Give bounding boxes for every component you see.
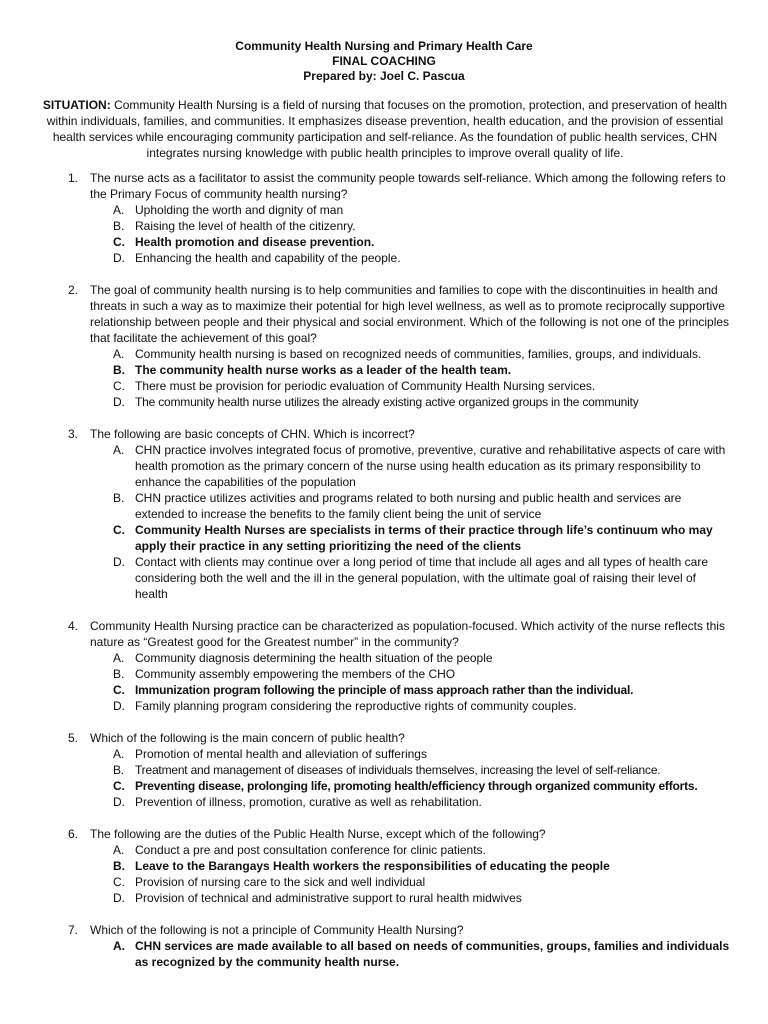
option-letter: C.	[113, 875, 125, 889]
option-text: CHN practice utilizes activities and programs related to both nursing and public health and services are extended to increase the benefits to the family client being the unit of service	[135, 491, 682, 521]
question-stem: Which of the following is not a principle of Community Health Nursing?	[90, 923, 464, 937]
option-letter: A.	[113, 443, 125, 457]
option-letter: D.	[113, 555, 125, 569]
option-text: Provision of technical and administrative support to rural health midwives	[135, 891, 522, 905]
question-4	[0, 618, 768, 714]
option-letter: C.	[113, 379, 125, 393]
question-number: 7.	[68, 923, 79, 937]
question-number: 1.	[68, 171, 79, 185]
question-stem: The following are the duties of the Public Health Nurse, except which of the following?	[90, 827, 546, 841]
option-list	[90, 202, 730, 266]
option-letter: C.	[113, 779, 125, 793]
situation-paragraph	[42, 97, 728, 161]
option-a	[90, 346, 730, 362]
option-letter: C.	[113, 683, 125, 697]
question-stem: Which of the following is the main concern of public health?	[90, 731, 405, 745]
question-number: 3.	[68, 427, 79, 441]
option-text: CHN practice involves integrated focus of promotive, preventive, curative and rehabilitative aspects of care with health promotion as the primary concern of the nurse using health education as its primary responsibility to enhance the capabilities of the population	[135, 443, 726, 489]
option-c-answer	[90, 682, 730, 698]
option-a	[90, 442, 730, 490]
option-letter: B.	[113, 859, 125, 873]
option-b	[90, 666, 730, 682]
option-d	[90, 250, 730, 266]
option-letter: A.	[113, 347, 125, 361]
option-d	[90, 394, 730, 410]
option-letter: B.	[113, 667, 125, 681]
option-list	[90, 842, 730, 906]
option-letter: D.	[113, 395, 125, 409]
question-number: 4.	[68, 619, 79, 633]
option-c	[90, 378, 730, 394]
question-stem: The nurse acts as a facilitator to assist the community people towards self-reliance. Which among the following refers to the Primary Focus of community health nursing?	[90, 171, 726, 201]
question-list	[0, 170, 768, 986]
option-letter: B.	[113, 763, 124, 777]
option-c-answer	[90, 234, 730, 250]
option-b	[90, 218, 730, 234]
document-title: Community Health Nursing and Primary Health Care	[235, 39, 533, 53]
option-a	[90, 746, 730, 762]
option-text: Immunization program following the principle of mass approach rather than the individual.	[135, 683, 634, 697]
option-c	[90, 874, 730, 890]
option-text: The community health nurse works as a leader of the health team.	[135, 363, 512, 377]
option-list	[90, 346, 730, 410]
option-list	[90, 650, 730, 714]
question-stem: The goal of community health nursing is to help communities and families to cope with the discontinuities in health and threats in such a way as to maximize their potential for high level wellness, as well as to promote reciprocally supportive relationship between people and their physical and social environment. Which of the following is not one of the principles that facilitate the achievement of this goal?	[90, 283, 730, 345]
option-a	[90, 202, 730, 218]
option-text: Upholding the worth and dignity of man	[135, 203, 344, 217]
option-text: Family planning program considering the reproductive rights of community couples.	[135, 699, 577, 713]
option-d	[90, 554, 730, 602]
option-text: CHN services are made available to all based on needs of communities, groups, families and individuals as recognized by the community health nurse.	[135, 939, 730, 969]
option-letter: B.	[113, 219, 125, 233]
question-3	[0, 426, 768, 602]
option-text: Provision of nursing care to the sick and well individual	[135, 875, 426, 889]
option-text: Promotion of mental health and alleviation of sufferings	[135, 747, 427, 761]
option-b-answer	[90, 362, 730, 378]
option-letter: A.	[113, 939, 125, 953]
option-letter: D.	[113, 795, 125, 809]
option-b	[90, 490, 730, 522]
document-header	[0, 39, 768, 84]
option-letter: B.	[113, 491, 125, 505]
option-text: Community health nursing is based on recognized needs of communities, families, groups, and individuals.	[135, 347, 702, 361]
option-text: Community Health Nurses are specialists in terms of their practice through life’s continuum who may apply their practice in any setting prioritizing the need of the clients	[135, 523, 713, 553]
option-a-answer	[90, 938, 730, 970]
option-text: The community health nurse utilizes the already existing active organized groups in the community	[135, 395, 639, 409]
option-text: Contact with clients may continue over a long period of time that include all ages and all types of health care considering both the well and the ill in the general population, with the ultimate goal of raising their level of health	[135, 555, 708, 601]
document-subtitle: FINAL COACHING	[332, 54, 436, 68]
option-letter: D.	[113, 699, 125, 713]
option-text: Preventing disease, prolonging life, promoting health/efficiency through organized community efforts.	[135, 779, 698, 793]
question-6	[0, 826, 768, 906]
option-letter: A.	[113, 203, 125, 217]
option-list	[90, 746, 730, 810]
option-text: Leave to the Barangays Health workers the responsibilities of educating the people	[135, 859, 610, 873]
question-number: 5.	[68, 731, 79, 745]
option-letter: B.	[113, 363, 125, 377]
option-d	[90, 890, 730, 906]
option-letter: A.	[113, 843, 125, 857]
question-5	[0, 730, 768, 810]
option-text: Health promotion and disease prevention.	[135, 235, 375, 249]
option-list	[90, 442, 730, 602]
option-text: Raising the level of health of the citizenry.	[135, 219, 356, 233]
option-c-answer	[90, 522, 730, 554]
option-a	[90, 842, 730, 858]
question-7	[0, 922, 768, 970]
option-c-answer	[90, 778, 730, 794]
option-text: Prevention of illness, promotion, curative as well as rehabilitation.	[135, 795, 482, 809]
option-a	[90, 650, 730, 666]
option-letter: C.	[113, 523, 125, 537]
option-d	[90, 794, 730, 810]
question-2	[0, 282, 768, 410]
question-number: 2.	[68, 283, 79, 297]
situation-label: SITUATION:	[42, 98, 111, 112]
document-author: Prepared by: Joel C. Pascua	[303, 69, 465, 83]
question-1	[0, 170, 768, 266]
option-text: Treatment and management of diseases of individuals themselves, increasing the level of self-reliance.	[135, 763, 661, 777]
option-letter: D.	[113, 251, 125, 265]
option-text: Community diagnosis determining the health situation of the people	[135, 651, 493, 665]
question-number: 6.	[68, 827, 79, 841]
option-text: Community assembly empowering the members of the CHO	[135, 667, 456, 681]
option-text: Conduct a pre and post consultation conference for clinic patients.	[135, 843, 486, 857]
option-letter: C.	[113, 235, 125, 249]
option-b	[90, 762, 730, 778]
option-list	[90, 938, 730, 970]
option-letter: D.	[113, 891, 125, 905]
question-stem: The following are basic concepts of CHN. Which is incorrect?	[90, 427, 415, 441]
option-b-answer	[90, 858, 730, 874]
question-stem: Community Health Nursing practice can be characterized as population-focused. Which activity of the nurse reflects this nature as “Greatest good for the Greatest number” in the community?	[90, 619, 725, 649]
option-text: Enhancing the health and capability of the people.	[135, 251, 401, 265]
option-letter: A.	[113, 747, 125, 761]
situation-text: Community Health Nursing is a field of nursing that focuses on the promotion, protection, and preservation of health within individuals, families, and communities. It emphasizes disease prevention, health education, and the provision of essential health services while encouraging community participation and self-reliance. As the foundation of public health services, CHN integrates nursing knowledge with public health principles to improve overall quality of life.	[46, 98, 728, 160]
option-text: There must be provision for periodic evaluation of Community Health Nursing services.	[135, 379, 596, 393]
option-letter: A.	[113, 651, 125, 665]
option-d	[90, 698, 730, 714]
